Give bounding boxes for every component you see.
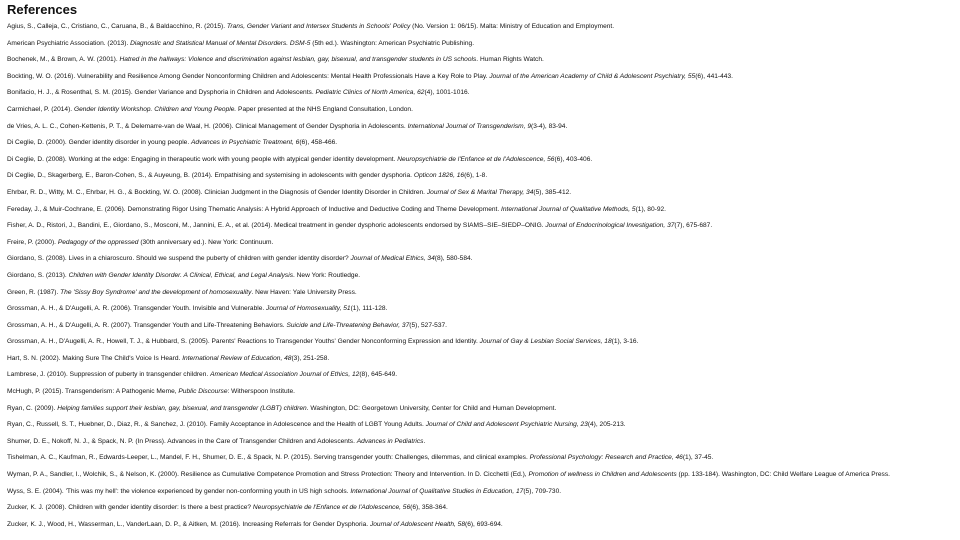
reference-source-title: Public Discourse (178, 388, 228, 396)
reference-details: (1), 3-16. (611, 338, 639, 346)
reference-text: Di Ceglie, D. (2000). Gender identity disorder in young people. (7, 139, 191, 147)
reference-details: (6), 458-466. (299, 139, 338, 147)
reference-text: Di Ceglie, D. (2008). Working at the edge: Engaging in therapeutic work with young people with atypical gender identity development. (7, 155, 398, 163)
reference-source-title: American Medical Association Journal of Ethics, 12 (210, 371, 360, 379)
reference-text: Di Ceglie, D., Skagerberg, E., Baron-Cohen, S., & Auyeung, B. (2014). Empathising and systemising in adolescents with gender dysphoria. (7, 172, 414, 180)
reference-details: . (423, 437, 426, 445)
reference-entry (7, 285, 952, 302)
reference-text: Zucker, K. J. (2008). Children with gender identity disorder: Is there a best practice? (7, 504, 253, 512)
reference-source-title: International Review of Education, 48 (182, 354, 292, 362)
reference-text: Zucker, K. J., Wood, H., Wasserman, L., VanderLaan, D. P., & Aitken, M. (2016). Increasing Referrals for Gender Dysphoria. (7, 520, 370, 528)
reference-text: Grossman, A. H., & D'Augelli, A. R. (2006). Transgender Youth. Invisible and Vulnerable. (7, 305, 267, 313)
page-title: References (7, 2, 78, 17)
reference-source-title: Advances in Psychiatric Treatment, 6 (191, 139, 300, 147)
reference-source-title: Journal of the American Academy of Child & Adolescent Psychiatry, 55 (489, 72, 696, 80)
reference-details: : Witherspoon Institute. (227, 388, 295, 396)
reference-entry (7, 417, 952, 434)
reference-details: (6), 403-406. (554, 155, 593, 163)
reference-entry (7, 19, 952, 36)
reference-details: (No. Version 1: 06/15). Malta: Ministry of Education and Employment. (410, 23, 615, 30)
reference-entry (7, 467, 952, 484)
reference-text: Bockting, W. O. (2016). Vulnerability and Resilience Among Gender Nonconforming Children and Adolescents: Mental Health Professionals Have a Key Role to Play. (7, 72, 490, 80)
reference-text: Bochenek, M., & Brown, A. W. (2001). (7, 56, 120, 64)
reference-entry (7, 185, 952, 202)
reference-details: (6), 441-443. (695, 72, 733, 80)
reference-text: Bonifacio, H. J., & Rosenthal, S. M. (2015). Gender Variance and Dysphoria in Children and Adolescents. (7, 89, 316, 97)
reference-entry (7, 434, 952, 451)
reference-entry (7, 450, 952, 467)
reference-details: . New York: Routledge. (293, 271, 361, 279)
reference-text: Lambrese, J. (2010). Suppression of puberty in transgender children. (7, 371, 211, 379)
reference-details: (1), 111-128. (350, 305, 388, 313)
reference-source-title: Advances in Pediatrics (356, 437, 424, 445)
reference-text: Fereday, J., & Muir-Cochrane, E. (2006). Demonstrating Rigor Using Thematic Analysis: A Hybrid Approach of Inductive and Deductive Coding and Theme Development. (7, 205, 502, 213)
reference-entry (7, 484, 952, 501)
reference-details: (6), 358-364. (410, 504, 448, 512)
reference-text: Fisher, A. D., Ristori, J., Bandini, E., Giordano, S., Mosconi, M., Jannini, E. A., et al. (2014). Medical treatment in gender dysphoric adolescents endorsed by SIAMS–SIE–SIEDP–ONIG. (7, 222, 546, 230)
reference-details: (5), 385-412. (533, 188, 572, 196)
reference-source-title: Neuropsychiatrie de l'Enfance et de l'Adolescence, 56 (397, 155, 555, 163)
reference-details: (3), 251-258. (291, 354, 330, 362)
reference-entry (7, 301, 952, 318)
reference-entry (7, 351, 952, 368)
reference-entry (7, 202, 952, 219)
reference-source-title: Neuropsychiatrie de l'Enfance et de l'Adolescence, 56 (252, 504, 411, 512)
reference-entry (7, 500, 952, 517)
reference-text: Tishelman, A. C., Kaufman, R., Edwards-Leeper, L., Mandel, F. H., Shumer, D. E., & Spack, N. P. (2015). Serving transgender youth: Challenges, dilemmas, and clinical examples. (7, 454, 530, 462)
reference-entry (7, 268, 952, 285)
reference-entry (7, 119, 952, 136)
reference-details: Paper presented at the NHS England Consultation, London. (236, 105, 413, 113)
reference-entry (7, 69, 952, 86)
reference-text: Giordano, S. (2008). Lives in a chiaroscuro. Should we suspend the puberty of children with gender identity disorder? (7, 255, 351, 263)
reference-entry (7, 318, 952, 335)
reference-text: Ryan, C. (2009). (7, 404, 58, 412)
reference-text: Green, R. (1987). (7, 288, 61, 296)
reference-source-title: Suicide and Life-Threatening Behavior, 37 (286, 321, 410, 329)
reference-entry (7, 218, 952, 235)
reference-text: Ryan, C., Russell, S. T., Huebner, D., Diaz, R., & Sanchez, J. (2010). Family Acceptance in Adolescence and the Health of LGBT Young Adults. (7, 421, 426, 429)
reference-source-title: Journal of Child and Adolescent Psychiatric Nursing, 23 (425, 421, 588, 429)
reference-text: Giordano, S. (2013). (7, 271, 69, 279)
reference-text: de Vries, A. L. C., Cohen-Kettenis, P. T., & Delemarre-van de Waal, H. (2006). Clinical Management of Gender Dysphoria in Adolescents. (7, 122, 408, 130)
reference-source-title: Opticon 1826, 16 (413, 172, 465, 180)
reference-source-title: Hatred in the hallways: Violence and discrimination against lesbian, gay, bisexual, and transgender students in US schools (119, 56, 477, 64)
reference-details: (5), 527-537. (409, 321, 448, 329)
reference-text: Grossman, A. H., D'Augelli, A. R., Howell, T. J., & Hubbard, S. (2005). Parents' Reactions to Transgender Youths' Gender Nonconforming Expression and Identity. (7, 338, 480, 346)
reference-entry (7, 401, 952, 418)
reference-details: (4), 1001-1016. (424, 89, 470, 97)
reference-details: (8), 580-584. (434, 255, 473, 263)
reference-source-title: Diagnostic and Statistical Manual of Mental Disorders. DSM-5 (130, 39, 311, 47)
reference-source-title: Journal of Gay & Lesbian Social Services, 18 (479, 338, 612, 346)
reference-text: Shumer, D. E., Nokoff, N. J., & Spack, N. P. (In Press). Advances in the Care of Transgender Children and Adolescents. (7, 437, 357, 445)
reference-entry (7, 517, 952, 534)
reference-details: (30th anniversary ed.). New York: Continuum. (138, 238, 274, 246)
reference-text: Ehrbar, R. D., Witty, M. C., Ehrbar, H. G., & Bockting, W. O. (2008). Clinician Judgment in the Diagnosis of Gender Identity Disorder in Children. (7, 188, 427, 196)
reference-text: American Psychiatric Association. (2013). (7, 39, 131, 47)
reference-entry (7, 251, 952, 268)
reference-text: Wyss, S. E. (2004). 'This was my hell': the violence experienced by gender non-conforming youth in US high schools. (7, 487, 351, 495)
reference-entry (7, 135, 952, 152)
reference-source-title: Journal of Medical Ethics, 34 (350, 255, 435, 263)
reference-source-title: International Journal of Qualitative Methods, 5 (501, 205, 636, 213)
reference-text: Wyman, P. A., Sandler, I., Wolchik, S., & Nelson, K. (2000). Resilience as Cumulative Competence Promotion and Stress Protection: Theory and Intervention. In D. Cicchetti (Ed.), (7, 471, 529, 479)
reference-source-title: Gender Identity Workshop. Children and Young People. (73, 105, 237, 113)
reference-details: (5th ed.). Washington: American Psychiatric Publishing. (310, 39, 475, 47)
reference-details: (6), 693-694. (465, 520, 503, 528)
reference-entry (7, 102, 952, 119)
reference-source-title: Journal of Endocrinological Investigation, 37 (545, 222, 675, 230)
reference-source-title: Promotion of wellness in Children and Adolescents (528, 471, 677, 479)
reference-source-title: Pediatric Clinics of North America, 62 (315, 89, 425, 97)
reference-source-title: International Journal of Transgenderism, 9 (407, 122, 531, 130)
reference-source-title: Helping families support their lesbian, gay, bisexual, and transgender (LGBT) children (57, 404, 307, 412)
reference-details: . New Haven: Yale University Press. (251, 288, 357, 296)
reference-list (7, 19, 952, 533)
reference-details: . Washington, DC: Georgetown University, Center for Child and Human Development. (306, 404, 557, 412)
reference-source-title: Professional Psychology: Research and Practice, 46 (529, 454, 683, 462)
reference-entry (7, 85, 952, 102)
reference-text: Grossman, A. H., & D'Augelli, A. R. (2007). Transgender Youth and Life-Threatening Behaviors. (7, 321, 287, 329)
reference-entry (7, 367, 952, 384)
reference-entry (7, 36, 952, 53)
reference-source-title: The 'Sissy Boy Syndrome' and the development of homosexuality (60, 288, 252, 296)
reference-entry (7, 235, 952, 252)
reference-entry (7, 334, 952, 351)
reference-source-title: Journal of Homosexuality, 51 (266, 305, 351, 313)
reference-details: . Human Rights Watch. (476, 56, 544, 64)
reference-details: (1), 37-45. (682, 454, 714, 462)
reference-details: (pp. 133-184). Washington, DC: Child Welfare League of America Press. (676, 471, 890, 479)
reference-entry (7, 52, 952, 69)
reference-text: Carmichael, P. (2014). (7, 105, 74, 113)
reference-text: Hart, S. N. (2002). Making Sure The Child's Voice Is Heard. (7, 354, 183, 362)
reference-details: (4), 205-213. (587, 421, 626, 429)
reference-source-title: International Journal of Qualitative Studies in Education, 17 (350, 487, 524, 495)
reference-details: (5), 709-730. (523, 487, 562, 495)
reference-details: (7), 675-687. (674, 222, 713, 230)
reference-details: (6), 1-8. (464, 172, 488, 180)
reference-details: (1), 80-92. (635, 205, 666, 213)
reference-source-title: Children with Gender Identity Disorder. A Clinical, Ethical, and Legal Analysis (68, 271, 293, 279)
reference-entry (7, 384, 952, 401)
reference-source-title: Journal of Sex & Marital Therapy, 34 (426, 188, 534, 196)
reference-source-title: Pedagogy of the oppressed (57, 238, 139, 246)
reference-entry (7, 152, 952, 169)
reference-text: Agius, S., Calleja, C., Cristiano, C., Caruana, B., & Baldacchino, R. (2015). (7, 23, 227, 30)
reference-text: Freire, P. (2000). (7, 238, 58, 246)
reference-source-title: Journal of Adolescent Health, 58 (369, 520, 465, 528)
reference-details: (3-4), 83-94. (531, 122, 568, 130)
reference-entry (7, 168, 952, 185)
reference-text: McHugh, P. (2015). Transgenderism: A Pathogenic Meme, (7, 388, 179, 396)
reference-details: (8), 645-649. (359, 371, 398, 379)
reference-source-title: Trans, Gender Variant and Intersex Students in Schools' Policy (226, 23, 411, 30)
